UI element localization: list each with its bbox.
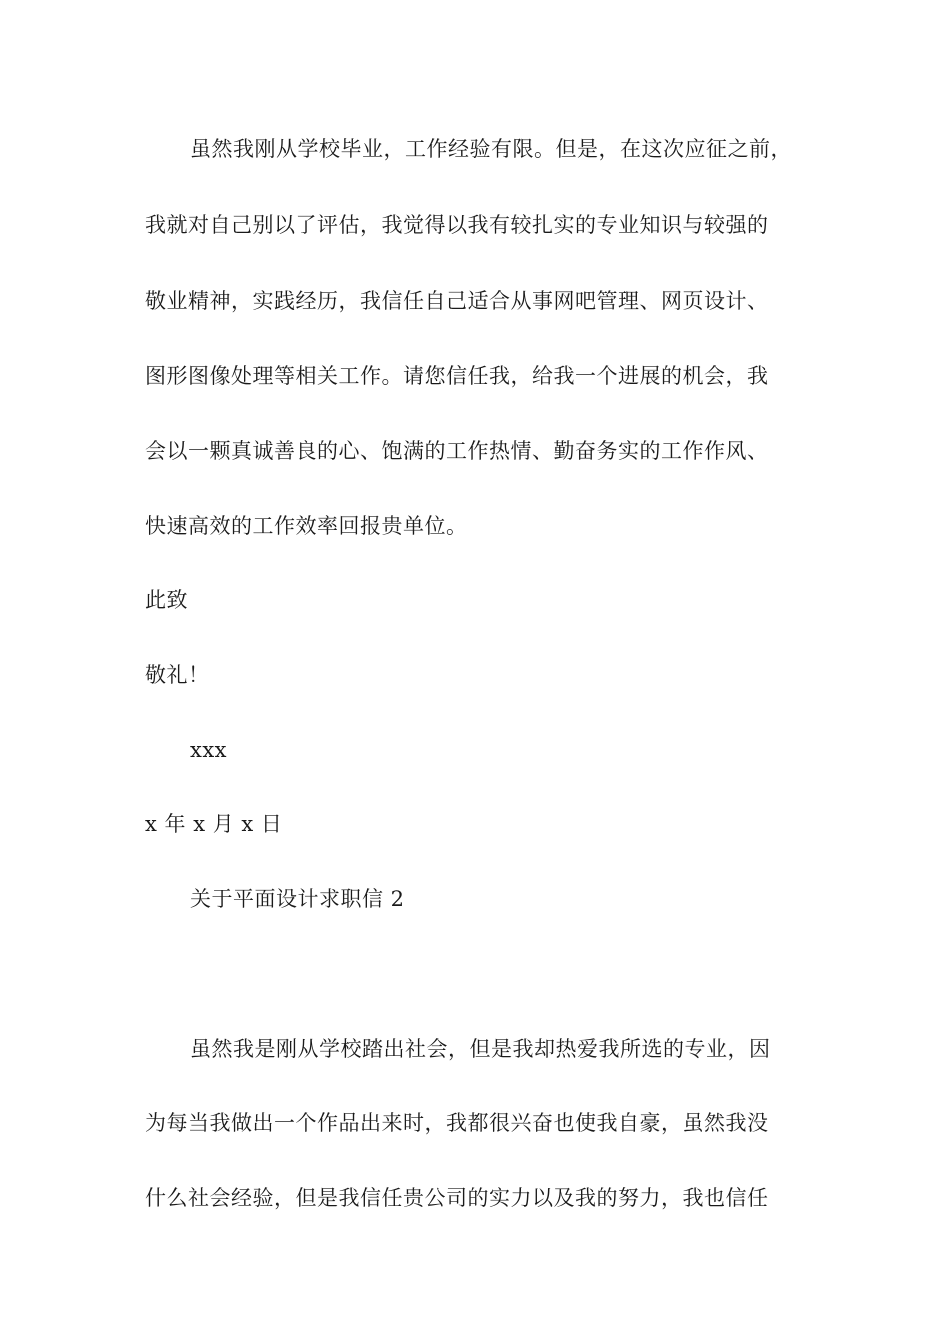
paragraph1-line-2: 我就对自己别以了评估，我觉得以我有较扎实的专业知识与较强的 [145, 213, 769, 237]
paragraph1-line-3: 敬业精神，实践经历，我信任自己适合从事网吧管理、网页设计、 [145, 289, 769, 313]
paragraph1-line-4: 图形图像处理等相关工作。请您信任我，给我一个进展的机会，我 [145, 364, 769, 388]
paragraph1-line-6: 快速高效的工作效率回报贵单位。 [145, 514, 468, 538]
paragraph1-line-5: 会以一颗真诚善良的心、饱满的工作热情、勤奋务实的工作作风、 [145, 439, 769, 463]
paragraph2-line-2: 为每当我做出一个作品出来时，我都很兴奋也使我自豪，虽然我没 [145, 1111, 769, 1135]
closing-salutation-2: 敬礼！ [145, 663, 210, 687]
section-title: 关于平面设计求职信 2 [190, 887, 405, 911]
closing-salutation-1: 此致 [145, 588, 188, 612]
paragraph2-line-1: 虽然我是刚从学校踏出社会，但是我却热爱我所选的专业，因 [190, 1037, 771, 1061]
paragraph2-line-3: 什么社会经验，但是我信任贵公司的实力以及我的努力，我也信任 [145, 1186, 769, 1210]
paragraph1-line-1: 虽然我刚从学校毕业，工作经验有限。但是，在这次应征之前， [190, 137, 792, 161]
signature: xxx [190, 738, 228, 762]
date: x 年 x 月 x 日 [145, 812, 283, 836]
